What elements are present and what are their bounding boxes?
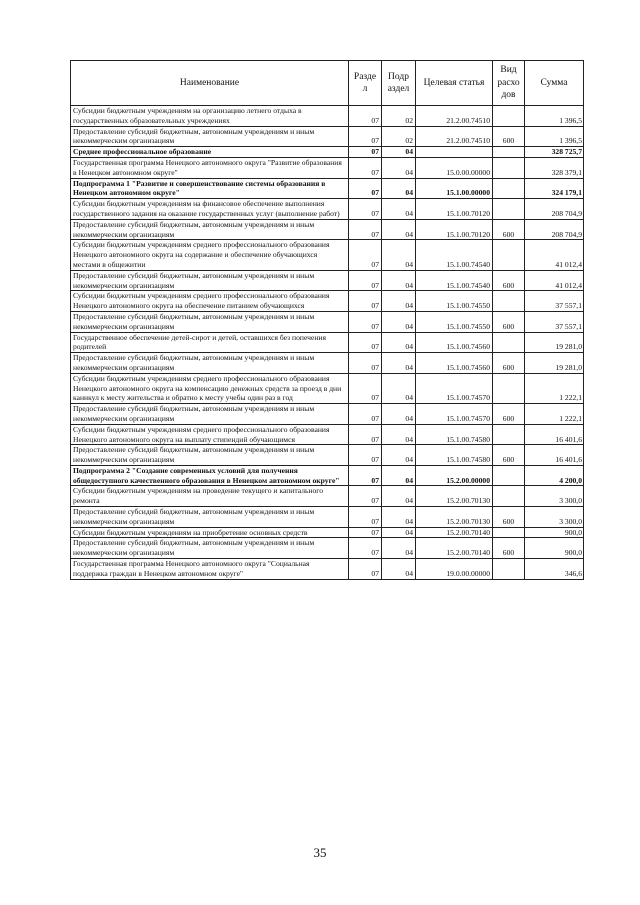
cell-sum: 1 396,5 — [525, 106, 584, 127]
cell-section: 07 — [349, 147, 382, 158]
cell-subsection: 04 — [382, 445, 416, 466]
cell-subsection: 04 — [382, 507, 416, 528]
cell-type: 600 — [493, 404, 525, 425]
cell-subsection: 02 — [382, 106, 416, 127]
cell-name: Государственная программа Ненецкого автономного округа "Развитие образования в Ненецком автономном округе" — [71, 157, 349, 178]
table-row — [71, 559, 584, 580]
cell-type — [493, 527, 525, 538]
cell-subsection: 04 — [382, 178, 416, 199]
header-name: Наименование — [71, 61, 349, 106]
table-row — [71, 486, 584, 507]
cell-name: Предоставление субсидий бюджетным, автономным учреждениям и иным некоммерческим организациям — [71, 538, 349, 559]
header-target: Целевая статья — [416, 61, 493, 106]
cell-section: 07 — [349, 559, 382, 580]
header-section: Разде л — [349, 61, 382, 106]
cell-type — [493, 373, 525, 403]
cell-sum: 1 222,1 — [525, 404, 584, 425]
cell-sum: 4 200,0 — [525, 465, 584, 486]
cell-section: 07 — [349, 270, 382, 291]
table-row — [71, 373, 584, 403]
cell-type: 600 — [493, 507, 525, 528]
cell-sum: 41 012,4 — [525, 240, 584, 270]
cell-name: Среднее профессиональное образование — [71, 147, 349, 158]
cell-subsection: 04 — [382, 219, 416, 240]
cell-name: Субсидии бюджетным учреждениям на организацию летнего отдыха в государственных образовательных учреждениях — [71, 106, 349, 127]
table-row — [71, 404, 584, 425]
cell-subsection: 04 — [382, 404, 416, 425]
cell-name: Предоставление субсидий бюджетным, автономным учреждениям и иным некоммерческим организациям — [71, 445, 349, 466]
cell-name: Субсидии бюджетным учреждениям на проведение текущего и капитального ремонта — [71, 486, 349, 507]
cell-section: 07 — [349, 445, 382, 466]
cell-sum: 328 725,7 — [525, 147, 584, 158]
cell-target: 15.1.00.70120 — [416, 219, 493, 240]
table-row — [71, 199, 584, 220]
cell-section: 07 — [349, 507, 382, 528]
cell-target: 15.1.00.70120 — [416, 199, 493, 220]
table-row — [71, 157, 584, 178]
table-row — [71, 353, 584, 374]
cell-target: 15.1.00.74550 — [416, 311, 493, 332]
cell-type: 600 — [493, 270, 525, 291]
cell-subsection: 04 — [382, 332, 416, 353]
cell-name: Государственная программа Ненецкого автономного округа "Социальная поддержка граждан в Ненецком автономном округе" — [71, 559, 349, 580]
table-row — [71, 291, 584, 312]
cell-target: 15.1.00.74560 — [416, 353, 493, 374]
cell-sum: 900,0 — [525, 538, 584, 559]
table-row — [71, 507, 584, 528]
cell-type — [493, 424, 525, 445]
cell-target: 15.2.00.00000 — [416, 465, 493, 486]
table-row — [71, 147, 584, 158]
cell-name: Подпрограмма 2 "Создание современных условий для получения общедоступного качественного образования в Ненецком автономном округе" — [71, 465, 349, 486]
cell-type — [493, 147, 525, 158]
cell-type: 600 — [493, 219, 525, 240]
cell-sum: 328 379,1 — [525, 157, 584, 178]
table-header-row — [71, 61, 584, 106]
cell-target: 15.2.00.70140 — [416, 527, 493, 538]
table-row — [71, 270, 584, 291]
cell-name: Предоставление субсидий бюджетным, автономным учреждениям и иным некоммерческим организациям — [71, 311, 349, 332]
cell-type — [493, 291, 525, 312]
cell-section: 07 — [349, 424, 382, 445]
table-row — [71, 219, 584, 240]
table-row — [71, 106, 584, 127]
cell-type — [493, 332, 525, 353]
cell-subsection: 04 — [382, 559, 416, 580]
table-row — [71, 527, 584, 538]
cell-section: 07 — [349, 538, 382, 559]
cell-subsection: 04 — [382, 538, 416, 559]
cell-subsection: 04 — [382, 270, 416, 291]
cell-target: 15.1.00.74570 — [416, 404, 493, 425]
cell-name: Субсидии бюджетным учреждениям среднего профессионального образования Ненецкого автономного округа на обеспечение питанием обучающихся — [71, 291, 349, 312]
cell-target: 15.1.00.74540 — [416, 270, 493, 291]
cell-sum: 208 704,9 — [525, 219, 584, 240]
cell-target: 15.1.00.74580 — [416, 424, 493, 445]
header-subsection: Подр аздел — [382, 61, 416, 106]
cell-subsection: 04 — [382, 353, 416, 374]
cell-section: 07 — [349, 353, 382, 374]
cell-target: 19.0.00.00000 — [416, 559, 493, 580]
cell-section: 07 — [349, 404, 382, 425]
cell-sum: 1 396,5 — [525, 126, 584, 147]
cell-target: 15.2.00.70130 — [416, 486, 493, 507]
cell-subsection: 04 — [382, 373, 416, 403]
cell-name: Предоставление субсидий бюджетным, автономным учреждениям и иным некоммерческим организациям — [71, 404, 349, 425]
cell-sum: 900,0 — [525, 527, 584, 538]
cell-sum: 3 300,0 — [525, 507, 584, 528]
page-number: 35 — [313, 845, 327, 860]
table-row — [71, 424, 584, 445]
header-sum: Сумма — [525, 61, 584, 106]
cell-type: 600 — [493, 445, 525, 466]
cell-type — [493, 559, 525, 580]
cell-target: 15.1.00.74580 — [416, 445, 493, 466]
cell-sum: 324 179,1 — [525, 178, 584, 199]
cell-subsection: 04 — [382, 465, 416, 486]
cell-section: 07 — [349, 486, 382, 507]
cell-type — [493, 486, 525, 507]
cell-subsection: 04 — [382, 147, 416, 158]
cell-sum: 208 704,9 — [525, 199, 584, 220]
cell-target: 15.2.00.70130 — [416, 507, 493, 528]
cell-type — [493, 240, 525, 270]
cell-name: Подпрограмма 1 "Развитие и совершенствование системы образования в Ненецком автономном округе" — [71, 178, 349, 199]
cell-target: 15.1.00.74540 — [416, 240, 493, 270]
cell-subsection: 04 — [382, 199, 416, 220]
cell-target: 15.1.00.00000 — [416, 178, 493, 199]
cell-section: 07 — [349, 178, 382, 199]
cell-subsection: 04 — [382, 486, 416, 507]
cell-section: 07 — [349, 465, 382, 486]
cell-target: 15.2.00.70140 — [416, 538, 493, 559]
cell-sum: 19 281,0 — [525, 353, 584, 374]
cell-sum: 346,6 — [525, 559, 584, 580]
cell-sum: 16 401,6 — [525, 445, 584, 466]
cell-subsection: 04 — [382, 157, 416, 178]
cell-target: 15.0.00.00000 — [416, 157, 493, 178]
cell-type: 600 — [493, 538, 525, 559]
table-row — [71, 445, 584, 466]
cell-target: 21.2.00.74510 — [416, 126, 493, 147]
cell-target — [416, 147, 493, 158]
cell-target: 15.1.00.74550 — [416, 291, 493, 312]
cell-section: 07 — [349, 240, 382, 270]
cell-name: Субсидии бюджетным учреждениям на приобретение основных средств — [71, 527, 349, 538]
cell-name: Предоставление субсидий бюджетным, автономным учреждениям и иным некоммерческим организациям — [71, 219, 349, 240]
cell-section: 07 — [349, 199, 382, 220]
table-row — [71, 126, 584, 147]
cell-section: 07 — [349, 527, 382, 538]
cell-sum: 37 557,1 — [525, 291, 584, 312]
cell-name: Субсидии бюджетным учреждениям среднего профессионального образования Ненецкого автономного округа на выплату стипендий обучающимся — [71, 424, 349, 445]
cell-type: 600 — [493, 126, 525, 147]
cell-name: Государственное обеспечение детей-сирот и детей, оставшихся без попечения родителей — [71, 332, 349, 353]
cell-sum: 37 557,1 — [525, 311, 584, 332]
cell-sum: 41 012,4 — [525, 270, 584, 291]
cell-sum: 1 222,1 — [525, 373, 584, 403]
cell-name: Предоставление субсидий бюджетным, автономным учреждениям и иным некоммерческим организациям — [71, 126, 349, 147]
cell-type — [493, 178, 525, 199]
cell-target: 15.1.00.74560 — [416, 332, 493, 353]
cell-section: 07 — [349, 126, 382, 147]
table-row — [71, 538, 584, 559]
cell-name: Предоставление субсидий бюджетным, автономным учреждениям и иным некоммерческим организациям — [71, 353, 349, 374]
cell-name: Субсидии бюджетным учреждениям среднего профессионального образования Ненецкого автономного округа на содержание и обеспечение обучающихся местами в общежитии — [71, 240, 349, 270]
cell-type — [493, 465, 525, 486]
cell-section: 07 — [349, 291, 382, 312]
cell-name: Предоставление субсидий бюджетным, автономным учреждениям и иным некоммерческим организациям — [71, 270, 349, 291]
cell-subsection: 04 — [382, 291, 416, 312]
cell-name: Субсидии бюджетным учреждениям среднего профессионального образования Ненецкого автономного округа на компенсацию денежных средств за проезд в дни каникул к месту жительства и обратно к месту учебы один раз в год — [71, 373, 349, 403]
cell-type — [493, 199, 525, 220]
cell-sum: 19 281,0 — [525, 332, 584, 353]
cell-section: 07 — [349, 373, 382, 403]
table-row — [71, 465, 584, 486]
cell-subsection: 04 — [382, 240, 416, 270]
cell-name: Субсидии бюджетным учреждениям на финансовое обеспечение выполнения государственного задания на оказание государственных услуг (выполнение работ) — [71, 199, 349, 220]
cell-name: Предоставление субсидий бюджетным, автономным учреждениям и иным некоммерческим организациям — [71, 507, 349, 528]
cell-section: 07 — [349, 332, 382, 353]
cell-type: 600 — [493, 353, 525, 374]
cell-subsection: 04 — [382, 424, 416, 445]
cell-type — [493, 157, 525, 178]
cell-subsection: 02 — [382, 126, 416, 147]
cell-section: 07 — [349, 157, 382, 178]
cell-target: 15.1.00.74570 — [416, 373, 493, 403]
cell-subsection: 04 — [382, 311, 416, 332]
cell-section: 07 — [349, 219, 382, 240]
cell-sum: 3 300,0 — [525, 486, 584, 507]
cell-target: 21.2.00.74510 — [416, 106, 493, 127]
cell-section: 07 — [349, 106, 382, 127]
header-type: Вид расхо дов — [493, 61, 525, 106]
cell-type — [493, 106, 525, 127]
table-row — [71, 240, 584, 270]
cell-subsection: 04 — [382, 527, 416, 538]
table-row — [71, 332, 584, 353]
budget-table — [70, 60, 584, 580]
table-row — [71, 178, 584, 199]
cell-section: 07 — [349, 311, 382, 332]
cell-type: 600 — [493, 311, 525, 332]
cell-sum: 16 401,6 — [525, 424, 584, 445]
table-row — [71, 311, 584, 332]
table-body — [71, 106, 584, 580]
